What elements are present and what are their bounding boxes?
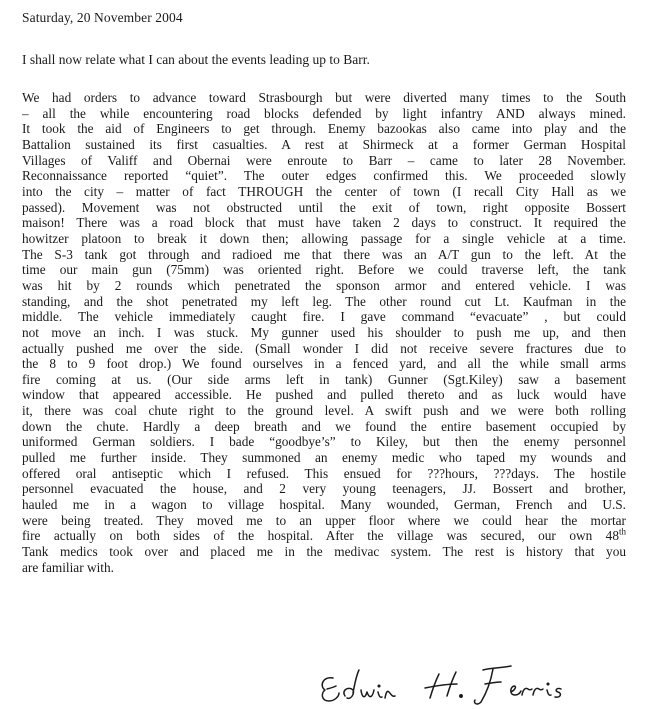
body-line-48th [22, 528, 626, 544]
body-line: passed). Movement was not obstructed until the exit of town, right opposite Bossert [22, 199, 626, 215]
body-line: The S-3 tank got through and radioed me that there was an A/T gun to the left. At the [22, 246, 626, 262]
body-line: Villages of Valiff and Obernai were enroute to Barr – came to later 28 November. [22, 152, 626, 168]
body-line: It took the aid of Engineers to get through. Enemy bazookas also came into play and the [22, 121, 626, 137]
body-line: – all the while encountering road blocks defended by light infantry AND always mined. [22, 105, 626, 121]
body-line: window that appeared accessible. He pushed and pulled thereto and as luck would have [22, 387, 626, 403]
body-line: middle. The vehicle immediately caught fire. I gave command “evacuate” , but could [22, 309, 626, 325]
letter-date: Saturday, 20 November 2004 [22, 10, 183, 25]
body-line: the 8 to 9 foot drop.) We found ourselves in a fenced yard, and all the while small arms [22, 356, 626, 372]
body-line: Tank medics took over and placed me in the medivac system. The rest is history that you [22, 544, 626, 560]
body-line: not move an inch. I was stuck. My gunner used his shoulder to push me up, and then [22, 324, 626, 340]
body-line: Reconnaissance reported “quiet”. The outer edges confirmed this. We proceeded slowly [22, 168, 626, 184]
body-line: offered oral antiseptic which I refused. This ensued for ???hours, ???days. The hostile [22, 465, 626, 481]
intro-paragraph: I shall now relate what I can about the events leading up to Barr. [22, 52, 370, 67]
body-line: pulled me further inside. They summoned an enemy medic who taped my wounds and [22, 450, 626, 466]
body-line: Battalion sustained its first casualties. A rest at Shirmeck at a former German Hospital [22, 136, 626, 152]
body-line: fire coming at us. (Our side arms left in tank) Gunner (Sgt.Kiley) saw a basement [22, 371, 626, 387]
body-line: time our main gun (75mm) was oriented right. Before we could traverse left, the tank [22, 262, 626, 278]
body-line: actually pushed me over the side. (Small wonder I did not receive severe fractures due to [22, 340, 626, 356]
body-line: We had orders to advance toward Strasbourgh but were diverted many times to the South [22, 90, 626, 105]
body-line: was hit by 2 rounds which penetrated the sponson armor and entered vehicle. I was [22, 277, 626, 293]
body-line: standing, and the shot penetrated my left leg. The other round cut Lt. Kaufman in the [22, 293, 626, 309]
body-line: maison! There was a road block that must have taken 2 days to construct. It required the [22, 215, 626, 231]
body-line: howitzer platoon to break it down then; allowing passage for a single vehicle at a time. [22, 230, 626, 246]
body-line: uniformed German soldiers. I bade “goodbye’s” to Kiley, but then the enemy personnel [22, 434, 626, 450]
letter-body [22, 90, 626, 575]
body-line: personnel evacuated the house, and 2 very young teenagers, JJ. Bossert and brother, [22, 481, 626, 497]
body-line: hauled me in a wagon to village hospital. Many wounded, German, French and U.S. [22, 497, 626, 513]
body-line: into the city – matter of fact THROUGH the center of town (I recall City Hall as we [22, 183, 626, 199]
body-line: down the chute. Hardly a deep breath and we found the entire basement occupied by [22, 418, 626, 434]
handwritten-signature [315, 660, 635, 705]
ordinal-superscript: th [618, 528, 626, 537]
body-line-text: fire actually on both sides of the hospital. After the village was secured, our own 48 [22, 528, 619, 544]
body-line: it, there was coal chute right to the ground level. A swift push and we were both rolling [22, 403, 626, 419]
body-line: are familiar with. [22, 559, 114, 575]
body-line: were being treated. They moved me to an upper floor where we could hear the mortar [22, 512, 626, 528]
